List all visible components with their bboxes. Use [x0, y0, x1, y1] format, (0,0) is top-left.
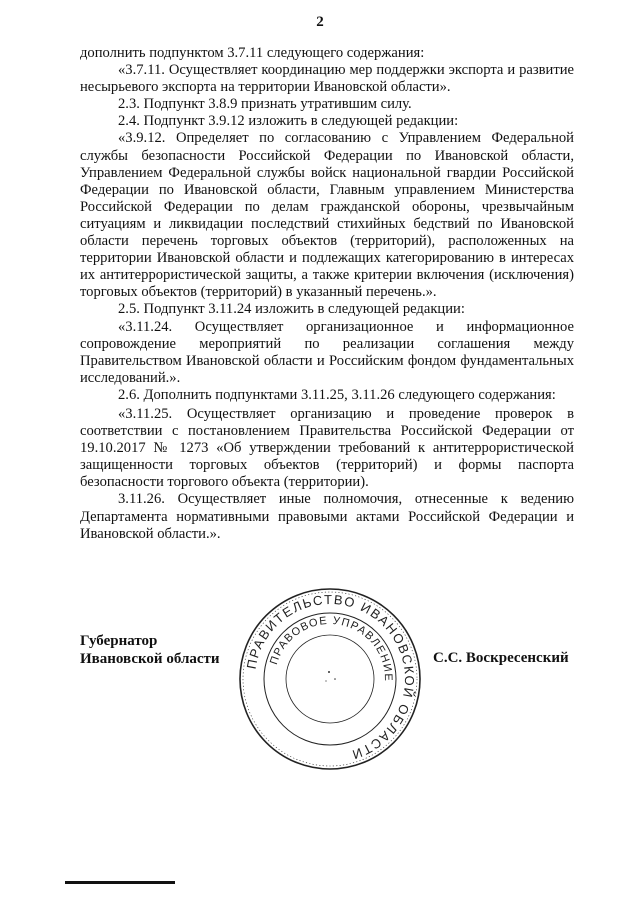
item-2-4: 2.4. Подпункт 3.9.12 изложить в следующей редакции:	[118, 113, 459, 130]
clause-3-9-12: «3.9.12. Определяет по согласованию с Управлением Федеральной службы безопасности Российской Федерации по Ивановской области, Управлением Федеральной службы войск национальной гвардии Российской Федерации по Ивановской области, Главным управлением Министерства Российской Федерации по делам гражданской обороны, чрезвычайным ситуациям и ликвидации последствий стихийных бедствий по Ивановской области перечень торговых объектов (территорий), расположенных на территории Ивановской области и подлежащих категорированию в интересах их антитеррористической защиты, а также критерии включения (исключения) торговых объектов (территорий) в указанный перечень.».	[80, 130, 574, 301]
clause-3-11-25: «3.11.25. Осуществляет организацию и проведение проверок в соответствии с постановлением Правительства Российской Федерации от 19.10.2017 № 1273 «Об утверждении требований к антитеррористической защищенности торговых объектов (территорий) и формы паспорта безопасности торгового объекта (территории).	[80, 405, 574, 491]
stamp-speck	[325, 680, 326, 681]
item-2-3: 2.3. Подпункт 3.8.9 признать утратившим силу.	[118, 96, 412, 113]
stamp-outer-text: ПРАВИТЕЛЬСТВО ИВАНОВСКОЙ ОБЛАСТИ	[243, 591, 418, 763]
stamp-middle-ring	[264, 613, 396, 745]
document-body	[80, 45, 574, 543]
item-2-5: 2.5. Подпункт 3.11.24 изложить в следующей редакции:	[118, 301, 465, 318]
signatory-title-line2: Ивановской области	[80, 651, 220, 667]
paragraph-intro: дополнить подпунктом 3.7.11 следующего содержания:	[80, 45, 425, 61]
signatory-title-line1: Губернатор	[80, 633, 158, 649]
signatory-name: С.С. Воскресенский	[433, 650, 569, 666]
clause-3-11-26: 3.11.26. Осуществляет иные полномочия, отнесенные к ведению Департамента нормативными правовыми актами Российской Федерации и Ивановской области.».	[80, 491, 574, 542]
clause-3-11-24: «3.11.24. Осуществляет организационное и информационное сопровождение мероприятий по реализации соглашения между Правительством Ивановской области и Российским фондом фундаментальных исследований.».	[80, 318, 574, 386]
stamp-speck	[328, 671, 330, 673]
stamp-inner-ring	[286, 635, 374, 723]
footer-divider	[65, 881, 175, 884]
stamp-speck	[334, 678, 336, 680]
signatory-title	[80, 632, 220, 668]
stamp-inner-text: ПРАВОВОЕ УПРАВЛЕНИЕ	[268, 614, 395, 683]
official-stamp	[237, 586, 423, 772]
page-number: 2	[316, 14, 324, 30]
item-2-6: 2.6. Дополнить подпунктами 3.11.25, 3.11.26 следующего содержания:	[118, 386, 556, 403]
clause-3-7-11: «3.7.11. Осуществляет координацию мер поддержки экспорта и развитие несырьевого экспорта на территории Ивановской области».	[80, 62, 574, 96]
